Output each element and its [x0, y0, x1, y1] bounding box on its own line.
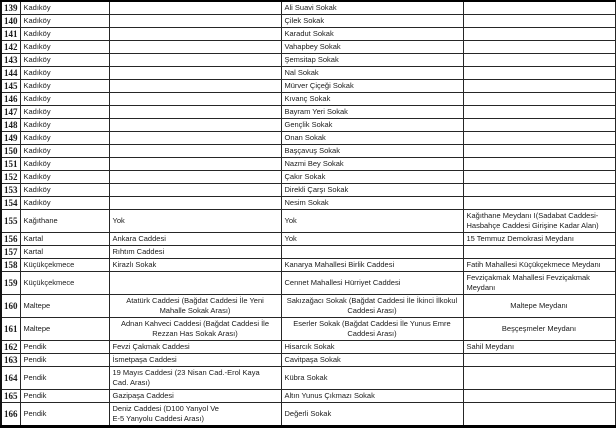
cell-road	[109, 119, 281, 132]
cell-square	[463, 28, 615, 41]
cell-road: İsmetpaşa Caddesi	[109, 354, 281, 367]
cell-row-number: 149	[1, 132, 20, 145]
table-row	[1, 341, 615, 354]
cell-square: Beşçeşmeler Meydanı	[463, 318, 615, 341]
cell-street: Eserler Sokak (Bağdat Caddesi İle Yunus Emre Caddesi Arası)	[281, 318, 463, 341]
cell-district: Kadıköy	[20, 197, 109, 210]
cell-row-number: 142	[1, 41, 20, 54]
table-row	[1, 246, 615, 259]
cell-street: Mürver Çiçeği Sokak	[281, 80, 463, 93]
cell-square	[463, 158, 615, 171]
cell-district: Küçükçekmece	[20, 272, 109, 295]
table-row	[1, 184, 615, 197]
cell-square	[463, 197, 615, 210]
cell-street: Altın Yunus Çıkmazı Sokak	[281, 390, 463, 403]
cell-row-number: 145	[1, 80, 20, 93]
table-row	[1, 93, 615, 106]
cell-road: 19 Mayıs Caddesi (23 Nisan Cad.-Erol Kaya Cad. Arası)	[109, 367, 281, 390]
cell-square	[463, 367, 615, 390]
cell-road	[109, 145, 281, 158]
cell-row-number: 151	[1, 158, 20, 171]
cell-district: Kadıköy	[20, 145, 109, 158]
cell-district: Maltepe	[20, 295, 109, 318]
cell-district: Kadıköy	[20, 28, 109, 41]
table-row	[1, 28, 615, 41]
cell-street: Cennet Mahallesi Hürriyet Caddesi	[281, 272, 463, 295]
cell-road	[109, 132, 281, 145]
cell-road: Yok	[109, 210, 281, 233]
cell-square	[463, 1, 615, 15]
cell-street: Onan Sokak	[281, 132, 463, 145]
table-row	[1, 158, 615, 171]
cell-square	[463, 119, 615, 132]
cell-district: Kartal	[20, 233, 109, 246]
cell-row-number: 166	[1, 403, 20, 427]
cell-road: Atatürk Caddesi (Bağdat Caddesi İle Yeni Mahalle Sokak Arası)	[109, 295, 281, 318]
cell-street: Bayram Yeri Sokak	[281, 106, 463, 119]
cell-district: Kadıköy	[20, 171, 109, 184]
table-row	[1, 80, 615, 93]
cell-district: Pendik	[20, 367, 109, 390]
cell-row-number: 152	[1, 171, 20, 184]
table-row	[1, 367, 615, 390]
cell-district: Maltepe	[20, 318, 109, 341]
cell-road: Kirazlı Sokak	[109, 259, 281, 272]
cell-square: Kağıthane Meydanı I(Sadabat Caddesi-Hasbahçe Caddesi Girişine Kadar Alan)	[463, 210, 615, 233]
cell-street: Yok	[281, 233, 463, 246]
cell-square: Sahil Meydanı	[463, 341, 615, 354]
cell-district: Pendik	[20, 341, 109, 354]
cell-district: Kadıköy	[20, 158, 109, 171]
cell-row-number: 161	[1, 318, 20, 341]
cell-road	[109, 1, 281, 15]
cell-district: Pendik	[20, 403, 109, 427]
cell-district: Pendik	[20, 390, 109, 403]
cell-street: Kanarya Mahallesi Birlik Caddesi	[281, 259, 463, 272]
cell-street: Kıvanç Sokak	[281, 93, 463, 106]
cell-street: Şemsitap Sokak	[281, 54, 463, 67]
cell-row-number: 163	[1, 354, 20, 367]
cell-district: Küçükçekmece	[20, 259, 109, 272]
cell-row-number: 155	[1, 210, 20, 233]
table-row	[1, 210, 615, 233]
cell-street: Çakır Sokak	[281, 171, 463, 184]
cell-square	[463, 106, 615, 119]
cell-road	[109, 106, 281, 119]
cell-road	[109, 184, 281, 197]
streets-table-body	[1, 1, 615, 427]
cell-street	[281, 246, 463, 259]
cell-row-number: 141	[1, 28, 20, 41]
cell-road	[109, 158, 281, 171]
cell-district: Kadıköy	[20, 41, 109, 54]
cell-road: Gazipaşa Caddesi	[109, 390, 281, 403]
cell-row-number: 139	[1, 1, 20, 15]
table-row	[1, 119, 615, 132]
cell-square: 15 Temmuz Demokrasi Meydanı	[463, 233, 615, 246]
cell-row-number: 148	[1, 119, 20, 132]
table-row	[1, 197, 615, 210]
cell-square	[463, 184, 615, 197]
cell-street: Değerli Sokak	[281, 403, 463, 427]
cell-street: Kübra Sokak	[281, 367, 463, 390]
cell-street: Başçavuş Sokak	[281, 145, 463, 158]
cell-square	[463, 132, 615, 145]
table-row	[1, 272, 615, 295]
cell-street: Sakızağacı Sokak (Bağdat Caddesi İle İkinci İlkokul Caddesi Arası)	[281, 295, 463, 318]
cell-square	[463, 390, 615, 403]
cell-row-number: 162	[1, 341, 20, 354]
cell-row-number: 140	[1, 15, 20, 28]
cell-road: Adnan Kahveci Caddesi (Bağdat Caddesi İle Rezzan Has Sokak Arası)	[109, 318, 281, 341]
cell-row-number: 143	[1, 54, 20, 67]
cell-row-number: 147	[1, 106, 20, 119]
table-row	[1, 15, 615, 28]
cell-square	[463, 54, 615, 67]
cell-road	[109, 272, 281, 295]
cell-street: Çilek Sokak	[281, 15, 463, 28]
cell-district: Kadıköy	[20, 1, 109, 15]
cell-road	[109, 41, 281, 54]
table-row	[1, 403, 615, 427]
cell-district: Kadıköy	[20, 119, 109, 132]
cell-street: Cavitpaşa Sokak	[281, 354, 463, 367]
table-row	[1, 318, 615, 341]
table-row	[1, 354, 615, 367]
cell-road: Ankara Caddesi	[109, 233, 281, 246]
cell-street: Yok	[281, 210, 463, 233]
cell-district: Pendik	[20, 354, 109, 367]
cell-street: Nazmi Bey Sokak	[281, 158, 463, 171]
cell-district: Kadıköy	[20, 15, 109, 28]
cell-square	[463, 93, 615, 106]
cell-row-number: 156	[1, 233, 20, 246]
cell-street: Vahapbey Sokak	[281, 41, 463, 54]
table-row	[1, 295, 615, 318]
cell-row-number: 160	[1, 295, 20, 318]
cell-square	[463, 246, 615, 259]
cell-square: Fevziçakmak Mahallesi Fevziçakmak Meydanı	[463, 272, 615, 295]
cell-square	[463, 41, 615, 54]
table-row	[1, 1, 615, 15]
cell-square	[463, 354, 615, 367]
cell-square: Maltepe Meydanı	[463, 295, 615, 318]
cell-road	[109, 15, 281, 28]
table-row	[1, 233, 615, 246]
cell-row-number: 158	[1, 259, 20, 272]
cell-road	[109, 28, 281, 41]
cell-street: Gençlik Sokak	[281, 119, 463, 132]
cell-district: Kadıköy	[20, 54, 109, 67]
cell-road	[109, 67, 281, 80]
cell-road	[109, 54, 281, 67]
cell-street: Nesim Sokak	[281, 197, 463, 210]
table-row	[1, 171, 615, 184]
cell-row-number: 153	[1, 184, 20, 197]
cell-district: Kadıköy	[20, 106, 109, 119]
cell-road: Fevzi Çakmak Caddesi	[109, 341, 281, 354]
cell-street: Karadut Sokak	[281, 28, 463, 41]
cell-district: Kartal	[20, 246, 109, 259]
cell-square	[463, 80, 615, 93]
table-row	[1, 67, 615, 80]
cell-square	[463, 67, 615, 80]
cell-street: Direkli Çarşı Sokak	[281, 184, 463, 197]
cell-district: Kadıköy	[20, 184, 109, 197]
table-row	[1, 106, 615, 119]
cell-row-number: 146	[1, 93, 20, 106]
table-row	[1, 390, 615, 403]
cell-row-number: 144	[1, 67, 20, 80]
cell-district: Kadıköy	[20, 67, 109, 80]
table-row	[1, 41, 615, 54]
table-row	[1, 132, 615, 145]
table-row	[1, 259, 615, 272]
cell-road: Rıhtım Caddesi	[109, 246, 281, 259]
cell-street: Ali Suavi Sokak	[281, 1, 463, 15]
cell-square: Fatih Mahallesi Küçükçekmece Meydanı	[463, 259, 615, 272]
table-row	[1, 54, 615, 67]
cell-road	[109, 171, 281, 184]
cell-row-number: 159	[1, 272, 20, 295]
cell-square	[463, 15, 615, 28]
cell-district: Kadıköy	[20, 132, 109, 145]
cell-road: Deniz Caddesi (D100 Yanyol Ve E-5 Yanyolu Caddesi Arası)	[109, 403, 281, 427]
cell-row-number: 164	[1, 367, 20, 390]
cell-row-number: 165	[1, 390, 20, 403]
table-row	[1, 145, 615, 158]
cell-district: Kağıthane	[20, 210, 109, 233]
cell-road	[109, 80, 281, 93]
cell-street: Hisarcık Sokak	[281, 341, 463, 354]
cell-road	[109, 197, 281, 210]
cell-road	[109, 93, 281, 106]
cell-district: Kadıköy	[20, 93, 109, 106]
cell-row-number: 154	[1, 197, 20, 210]
cell-row-number: 157	[1, 246, 20, 259]
cell-square	[463, 145, 615, 158]
cell-square	[463, 403, 615, 427]
cell-street: Nal Sokak	[281, 67, 463, 80]
cell-square	[463, 171, 615, 184]
cell-district: Kadıköy	[20, 80, 109, 93]
cell-row-number: 150	[1, 145, 20, 158]
